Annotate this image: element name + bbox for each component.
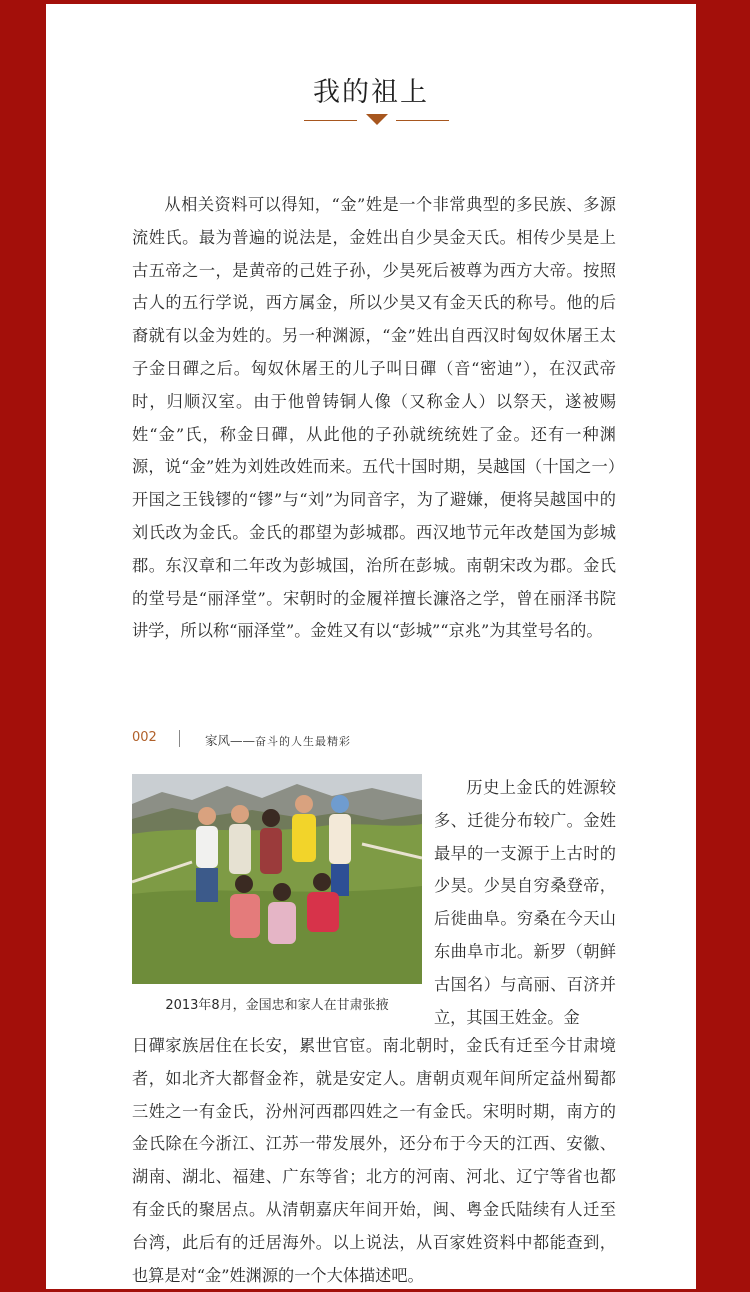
- ornament-line-right: [396, 120, 449, 121]
- page-number: 002: [132, 730, 157, 745]
- body-paragraph-1: 从相关资料可以得知，“金”姓是一个非常典型的多民族、多源流姓氏。最为普遍的说法是，金姓出自少昊金天氏。相传少昊是上古五帝之一，是黄帝的己姓子孙，少昊死后被尊为西方大帝。按照古人的五行学说，西方属金，所以少昊又有金天氏的称号。他的后裔就有以金为姓的。另一种渊源，“金”姓出自西汉时匈奴休屠王太子金日磾之后。匈奴休屠王的儿子叫日磾（音“密迪”），在汉武帝时，归顺汉室。由于他曾铸铜人像（又称金人）以祭天，遂被赐姓“金”氏，称金日磾，从此他的子孙就统统姓了金。还有一种渊源，说“金”姓为刘姓改姓而来。五代十国时期，吴越国（十国之一）开国之王钱镠的“镠”与“刘”为同音字，为了避嫌，便将吴越国中的刘氏改为金氏。金氏的郡望为彭城郡。西汉地节元年改楚国为彭城郡。东汉章和二年改为彭城国，治所在彭城。南朝宋改为郡。金氏的堂号是“丽泽堂”。宋朝时的金履祥擅长濂洛之学，曾在丽泽书院讲学，所以称“丽泽堂”。金姓又有以“彭城”“京兆”为其堂号名的。: [132, 195, 616, 641]
- book-title: [205, 731, 351, 749]
- photo-caption: 2013年8月，金国忠和家人在甘肃张掖: [165, 998, 389, 1013]
- header-divider: [179, 730, 180, 747]
- chapter-title: 我的祖上: [313, 77, 429, 108]
- ornament-triangle-icon: [366, 114, 388, 125]
- family-photo-image: [132, 774, 422, 984]
- book-title-sub: 奋斗的人生最精彩: [255, 735, 352, 748]
- ornament-line-left: [304, 120, 357, 121]
- book-title-main: 家风——: [205, 733, 256, 748]
- book-page: [46, 4, 696, 1289]
- title-ornament: [304, 112, 449, 128]
- body-paragraph-3: 日磾家族居住在长安，累世官宦。南北朝时，金氏有迁至今甘肃境者，如北齐大都督金祚，就是安定人。唐朝贞观年间所定益州蜀都三姓之一有金氏，汾州河西郡四姓之一有金氏。宋明时期，南方的金氏除在今浙江、江苏一带发展外，还分布于今天的江西、安徽、湖南、湖北、福建、广东等省；北方的河南、河北、辽宁等省也都有金氏的聚居点。从清朝嘉庆年间开始，闽、粤金氏陆续有人迁至台湾，此后有的迁居海外。以上说法，从百家姓资料中都能查到，也算是对“金”姓渊源的一个大体描述吧。: [132, 1036, 616, 1285]
- body-paragraph-2: 历史上金氏的姓源较多、迁徙分布较广。金姓最早的一支源于上古时的少昊。少昊自穷桑登帝，后徙曲阜。穷桑在今天山东曲阜市北。新罗（朝鲜古国名）与高丽、百济并立，其国王姓金。金: [434, 778, 616, 1027]
- family-photo: [132, 774, 422, 984]
